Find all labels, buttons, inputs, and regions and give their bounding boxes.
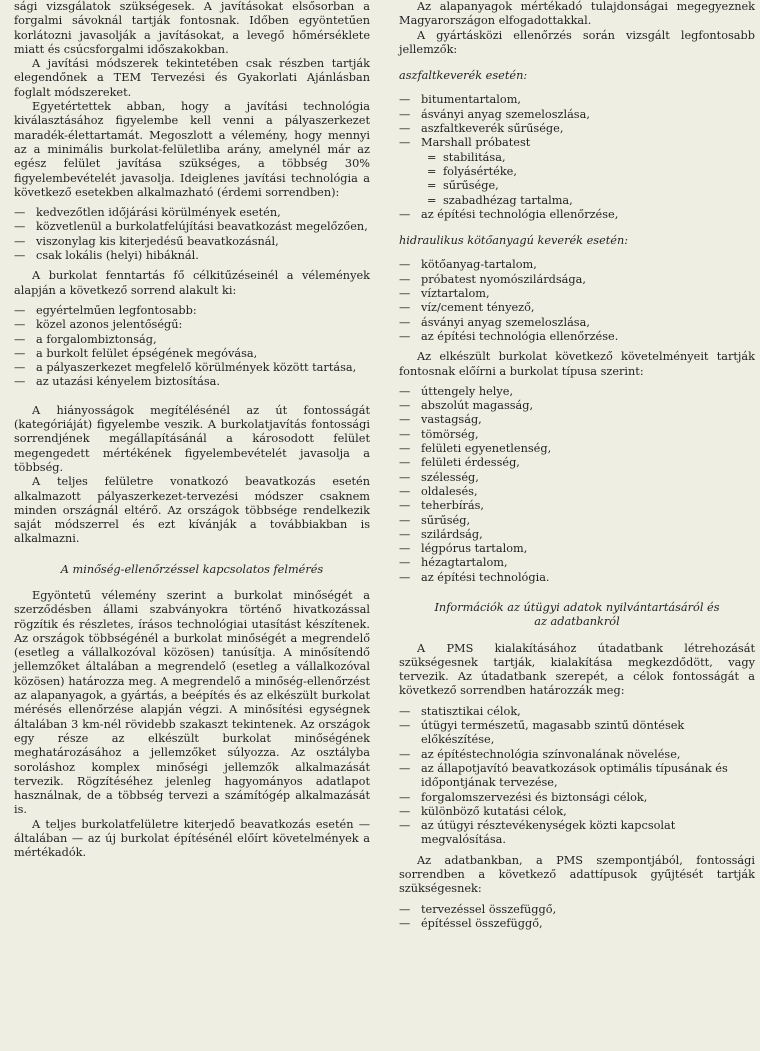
list-item: — a forgalombiztonság, — [14, 333, 370, 347]
right-paragraph-4: A PMS kialakításához útadatbank létrehozását szükségesnek tartják, kialakítása megkezdődött, vagy tervezik. Az útadatbank szerepét, a célok fontosságát a következő sorrendben határozzák meg: — [399, 641, 755, 698]
subheading-asphalt: aszfaltkeverék esetén: — [399, 69, 528, 83]
list-item: — teherbírás, — [399, 499, 755, 513]
list-item: — ásványi anyag szemeloszlása, — [399, 316, 755, 330]
left-paragraph-6: A teljes felületre vonatkozó beavatkozás esetén alkalmazott pályaszerkezet-tervezési módszer csaknem minden országnál eltérő. Az országok többsége rendelkezik saját módszerrel és ezt kívánják a továbbiakban is alkalmazni. — [14, 475, 370, 546]
list-item: — az építéstechnológia színvonalának növelése, — [399, 748, 755, 762]
list-item: — abszolút magasság, — [399, 399, 755, 413]
list-item: — bitumentartalom, — [399, 93, 755, 107]
list-item: — különböző kutatási célok, — [399, 805, 755, 819]
list-item: = szabadhézag tartalma, — [399, 194, 755, 208]
list-item: — viszonylag kis kiterjedésű beavatkozásnál, — [14, 235, 370, 249]
list-item: — felületi egyenetlenség, — [399, 442, 755, 456]
left-list-1 — [14, 206, 370, 263]
list-item: — víztartalom, — [399, 287, 755, 301]
subheading-hydraulic: hidraulikus kötőanyagú keverék esetén: — [399, 234, 629, 248]
section-heading-databank: Információk az útügyi adatok nyilvántartásáról és az adatbankról — [434, 600, 720, 629]
list-item: — az építési technológia ellenőrzése. — [399, 330, 755, 344]
list-item: — statisztikai célok, — [399, 705, 755, 719]
list-item: — az állapotjavító beavatkozások optimális típusának és időpontjának tervezése, — [399, 762, 755, 791]
list-item: — szilárdság, — [399, 528, 755, 542]
list-item: — az útügyi résztevékenységek közti kapcsolat megvalósítása. — [399, 819, 755, 848]
right-list-1a — [399, 93, 755, 150]
list-item: — aszfaltkeverék sűrűsége, — [399, 122, 755, 136]
list-item: — légpórus tartalom, — [399, 542, 755, 556]
right-paragraph-3: Az elkészült burkolat következő követelményeit tartják fontosnak előírni a burkolat típusa szerint: — [399, 350, 755, 378]
left-list-2 — [14, 304, 370, 390]
right-paragraph-5: Az adatbankban, a PMS szempontjából, fontossági sorrendben a következő adattípusok gyűjtését tartják szükségesnek: — [399, 853, 755, 896]
list-item: — tervezéssel összefüggő, — [399, 903, 755, 917]
list-item: — tömörség, — [399, 428, 755, 442]
list-item: = sűrűsége, — [399, 179, 755, 193]
list-item: — csak lokális (helyi) hibáknál. — [14, 249, 370, 263]
list-item: — vastagság, — [399, 413, 755, 427]
list-item: — közel azonos jelentőségű: — [14, 318, 370, 332]
list-item: — Marshall próbatest — [399, 136, 755, 150]
list-item: = stabilitása, — [399, 151, 755, 165]
list-item: = folyásértéke, — [399, 165, 755, 179]
left-paragraph-4: A burkolat fenntartás fő célkitűzéseinél a vélemények alapján a következő sorrend alakult ki: — [14, 269, 370, 297]
list-item: — ásványi anyag szemeloszlása, — [399, 108, 755, 122]
left-paragraph-8: A teljes burkolatfelületre kiterjedő beavatkozás esetén — általában — az új burkolat építésénél előírt követelmények a mértékadók. — [14, 817, 370, 860]
right-list-2 — [399, 258, 755, 344]
list-item: — az utazási kényelem biztosítása. — [14, 375, 370, 389]
section-heading-quality: A minőség-ellenőrzéssel kapcsolatos felmérés — [60, 562, 324, 576]
right-list-3 — [399, 385, 755, 585]
list-item: — szélesség, — [399, 471, 755, 485]
list-item: — építéssel összefüggő, — [399, 917, 755, 931]
list-item: — kötőanyag-tartalom, — [399, 258, 755, 272]
right-list-5 — [399, 903, 755, 932]
list-item: — a burkolt felület épségének megóvása, — [14, 347, 370, 361]
list-item: — útügyi természetű, magasabb szintű döntések előkészítése, — [399, 719, 755, 748]
right-list-1c — [399, 208, 755, 222]
left-paragraph-1: sági vizsgálatok szükségesek. A javításokat elsősorban a forgalmi sávoknál tartják fontosnak. Időben egyöntetűen korlátozni javasolják a javításokat, a levegő hőmérséklete miatt és csúcsforgalmi időszakokban. — [14, 0, 370, 56]
list-item: — felületi érdesség, — [399, 456, 755, 470]
right-list-1b — [399, 151, 755, 208]
left-paragraph-5: A hiányosságok megítélésénél az út fontosságát (kategóriáját) figyelembe veszik. A burkolatjavítás fontossági sorrendjének megállapításánál a károsodott felület megengedett mértékének figyelembevételét javasolja a többség. — [14, 403, 370, 474]
list-item: — sűrűség, — [399, 514, 755, 528]
list-item: — kedvezőtlen időjárási körülmények esetén, — [14, 206, 370, 220]
list-item: — az építési technológia ellenőrzése, — [399, 208, 755, 222]
right-paragraph-2: A gyártásközi ellenőrzés során vizsgált legfontosabb jellemzők: — [399, 28, 755, 56]
list-item: — a pályaszerkezet megfelelő körülmények között tartása, — [14, 361, 370, 375]
list-item: — oldalesés, — [399, 485, 755, 499]
list-item: — közvetlenül a burkolatfelújítási beavatkozást megelőzően, — [14, 220, 370, 234]
list-item: — víz/cement tényező, — [399, 301, 755, 315]
left-column — [14, 0, 370, 1051]
left-paragraph-2: A javítási módszerek tekintetében csak részben tartják elegendőnek a TEM Tervezési és Gyakorlati Ajánlásban foglalt módszereket. — [14, 57, 370, 99]
list-item: — úttengely helye, — [399, 385, 755, 399]
right-paragraph-1: Az alapanyagok mértékadó tulajdonságai megegyeznek Magyarországon elfogadottakkal. — [399, 0, 755, 28]
left-paragraph-3: Egyetértettek abban, hogy a javítási technológia kiválasztásához figyelembe kell venni a pályaszerkezet maradék-élettartamát. Megoszlott a vélemény, hogy mennyi az a minimális burkolat-felületliba arány, amelynél már az egész felület javítása szükséges, a többség 30% figyelembevételét javasolja. Ideiglenes javítási technológia a következő esetekben alkalmazható (érdemi sorrendben): — [14, 100, 370, 199]
list-item: — forgalomszervezési és biztonsági célok, — [399, 791, 755, 805]
list-item: — próbatest nyomószilárdsága, — [399, 273, 755, 287]
left-paragraph-7: Egyöntetű vélemény szerint a burkolat minőségét a szerződésben állami szabványokra történő hivatkozással rögzítik és részletes, írásos technológiai utasítást készítenek. Az országok többségénél a burkolat minőségét a megrendelő (esetleg a vállalkozóval közösen) tanúsítja. A minősítendő jellemzőket általában a megrendelő (esetleg a vállalkozóval közösen) határozza meg. A megrendelő a minőség-ellenőrzést az alapanyagok, a gyártás, a beépítés és az elkészült burkolat mérésés ellenőrzése alapján végzi. A minősítési egységnek általában 3 km-nél rövidebb szakaszt tekintenek. Az országok egy része az elkészült burkolat minőségének meghatározásához a jellemzőket súlyozza. Az osztályba soroláshoz komplex minőségi jellemzők alkalmazását tervezik. Rögzítéséhez jelenleg hagyományos adatlapot használnak, de a többség tervezi a számítógép alkalmazását is. — [14, 588, 370, 817]
list-item: — egyértelműen legfontosabb: — [14, 304, 370, 318]
list-item: — hézagtartalom, — [399, 556, 755, 570]
right-column — [399, 0, 755, 1051]
list-item: — az építési technológia. — [399, 571, 755, 585]
right-list-4 — [399, 705, 755, 848]
